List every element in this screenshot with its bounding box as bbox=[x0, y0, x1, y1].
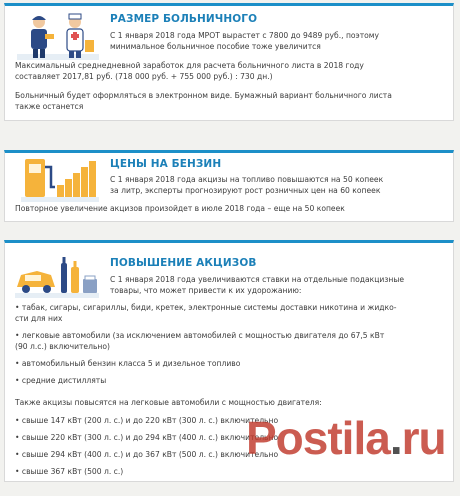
card-title: ЦЕНЫ НА БЕНЗИН bbox=[110, 158, 222, 170]
text-line: товары, что может привести к их удорожанию: bbox=[110, 286, 302, 295]
bullet-item: • легковые автомобили (за исключением автомобилей с мощностью двигателя до 67,5 кВт bbox=[15, 331, 384, 342]
card-fuel-prices bbox=[4, 150, 454, 222]
bullet-item: • автомобильный бензин класса 5 и дизельное топливо bbox=[15, 359, 240, 370]
text-line: Больничный будет оформляться в электронном виде. Бумажный вариант больничного листа bbox=[15, 91, 392, 100]
bullet-continuation: (90 л.с.) включительно) bbox=[15, 342, 110, 351]
text-line: Повторное увеличение акцизов произойдет в июле 2018 года – еще на 50 копеек bbox=[15, 204, 345, 213]
doctor-and-worker-icon bbox=[17, 12, 99, 62]
text-line: минимальное больничное пособие тоже увеличится bbox=[110, 42, 321, 51]
bullet-item: • табак, сигары, сигариллы, биди, кретек, электронные системы доставки никотина и жидко- bbox=[15, 303, 397, 314]
card-title: ПОВЫШЕНИЕ АКЦИЗОВ bbox=[110, 257, 257, 269]
power-item: • свыше 367 кВт (500 л. с.) bbox=[15, 467, 123, 478]
car-and-bottles-icon bbox=[15, 253, 99, 299]
card-title: РАЗМЕР БОЛЬНИЧНОГО bbox=[110, 13, 258, 25]
power-item: • свыше 147 кВт (200 л. с.) и до 220 кВт (300 л. с.) включительно bbox=[15, 416, 278, 427]
text-line: за литр, эксперты прогнозируют рост розничных цен на 60 копеек bbox=[110, 186, 381, 195]
text-line: С 1 января 2018 года акцизы на топливо повышаются на 50 копеек bbox=[110, 175, 384, 184]
text-line: С 1 января 2018 года увеличиваются ставки на отдельные подакцизные bbox=[110, 275, 405, 284]
text-line: также останется bbox=[15, 102, 84, 111]
bullet-continuation: сти для них bbox=[15, 314, 63, 323]
text-line: С 1 января 2018 года МРОТ вырастет с 7800 до 9489 руб., поэтому bbox=[110, 31, 380, 40]
power-item: • свыше 220 кВт (300 л. с.) и до 294 кВт (400 л. с.) включительно bbox=[15, 433, 278, 444]
power-item: • свыше 294 кВт (400 л. с.) и до 367 кВт (500 л. с.) включительно bbox=[15, 450, 278, 461]
fuel-pump-icon bbox=[21, 157, 99, 203]
text-line: Также акцизы повысятся на легковые автомобили с мощностью двигателя: bbox=[15, 398, 322, 407]
text-line: Максимальный среднедневной заработок для расчета больничного листа в 2018 году bbox=[15, 61, 364, 70]
bullet-item: • средние дистилляты bbox=[15, 376, 106, 387]
card-sick-leave bbox=[4, 3, 454, 121]
text-line: составляет 2017,81 руб. (718 000 руб. + 755 000 руб.) : 730 дн.) bbox=[15, 72, 273, 81]
watermark-logo: Postila.ru bbox=[246, 412, 446, 464]
